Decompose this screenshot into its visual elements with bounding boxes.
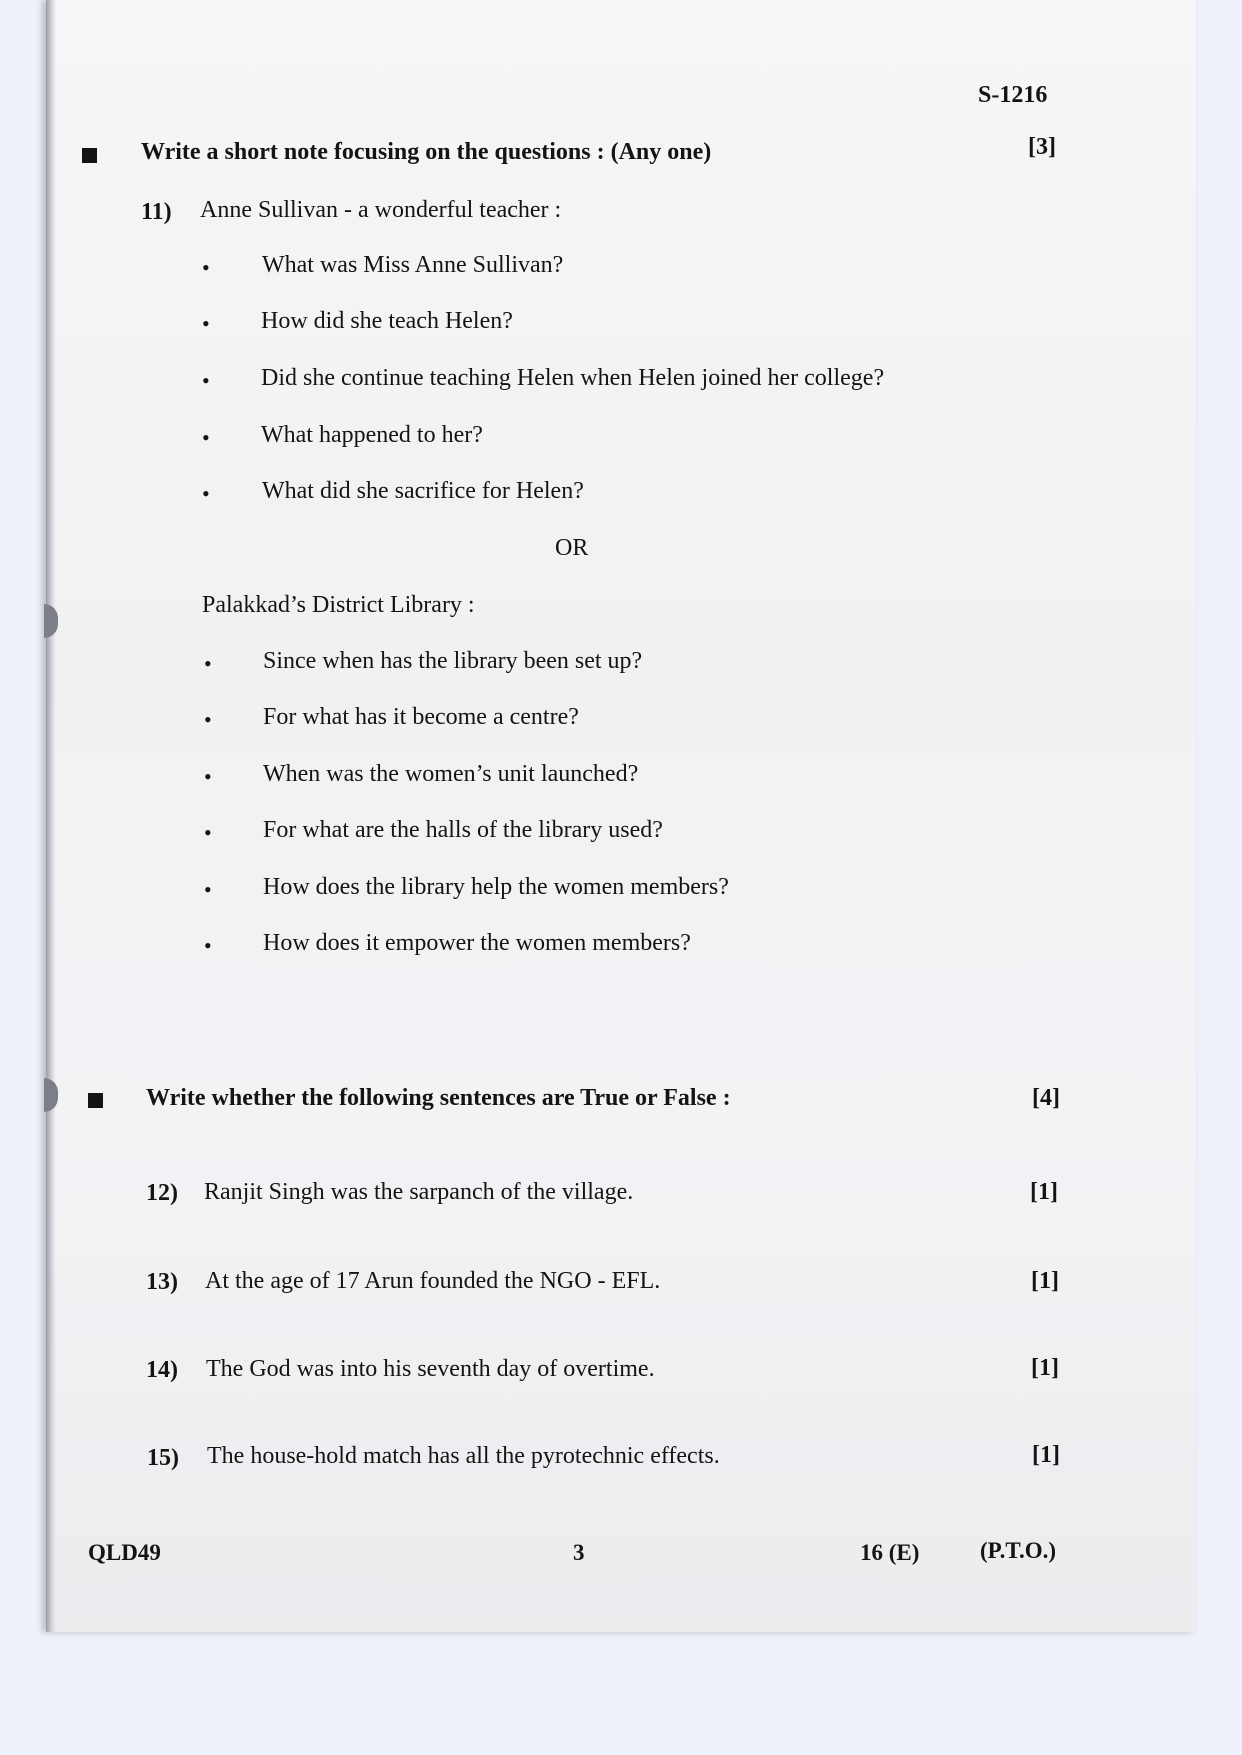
option-b-point: Since when has the library been set up? [263,648,643,674]
option-a-point: What happened to her? [261,422,483,448]
tf-item-text: Ranjit Singh was the sarpanch of the village. [204,1179,634,1205]
tf-item-number: 12) [146,1180,178,1206]
exam-page [46,0,1196,1632]
bullet-icon: • [204,933,212,958]
option-b-point: How does it empower the women members? [263,930,691,956]
tf-item-marks: [1] [1030,1179,1058,1205]
tf-item-text: The house-hold match has all the pyrotechnic effects. [207,1443,720,1469]
tf-item-number: 15) [147,1445,179,1471]
option-a-point: How did she teach Helen? [261,308,513,334]
tf-item-marks: [1] [1031,1355,1059,1381]
option-b-point: How does the library help the women members? [263,874,729,900]
footer-subject-code: 16 (E) [860,1540,920,1565]
option-b-point: For what are the halls of the library used? [263,817,663,843]
bullet-icon: • [202,368,210,393]
footer-pto: (P.T.O.) [980,1538,1057,1563]
option-b-point: When was the women’s unit launched? [263,761,639,787]
or-separator: OR [555,535,589,561]
option-a-title: Anne Sullivan - a wonderful teacher : [200,197,562,223]
option-a-point: What did she sacrifice for Helen? [262,478,584,504]
tf-item-number: 13) [146,1269,178,1295]
option-a-point: Did she continue teaching Helen when Helen joined her college? [261,365,885,391]
section-2-marks: [4] [1032,1085,1060,1111]
paper-code: S-1216 [978,82,1048,108]
section-1-instruction: Write a short note focusing on the questions : (Any one) [141,139,712,165]
bullet-icon: • [204,651,212,676]
option-b-title: Palakkad’s District Library : [202,592,475,618]
tf-item-marks: [1] [1031,1268,1059,1294]
section-2-instruction: Write whether the following sentences are True or False : [146,1085,731,1111]
bullet-icon: • [204,820,212,845]
section-marker-square [88,1093,103,1108]
footer-page-number: 3 [573,1540,585,1565]
section-marker-square [82,148,97,163]
bullet-icon: • [202,255,210,280]
bullet-icon: • [202,311,210,336]
option-a-point: What was Miss Anne Sullivan? [262,252,564,278]
bullet-icon: • [204,764,212,789]
bullet-icon: • [204,877,212,902]
footer-code: QLD49 [88,1540,161,1565]
section-1-marks: [3] [1028,134,1056,160]
tf-item-text: The God was into his seventh day of overtime. [206,1356,655,1382]
tf-item-marks: [1] [1032,1442,1060,1468]
question-number: 11) [141,199,172,225]
option-b-point: For what has it become a centre? [263,704,579,730]
bullet-icon: • [202,425,210,450]
bullet-icon: • [202,481,210,506]
tf-item-number: 14) [146,1357,178,1383]
bullet-icon: • [204,707,212,732]
page-left-edge [46,0,56,1632]
tf-item-text: At the age of 17 Arun founded the NGO - EFL. [205,1268,661,1294]
